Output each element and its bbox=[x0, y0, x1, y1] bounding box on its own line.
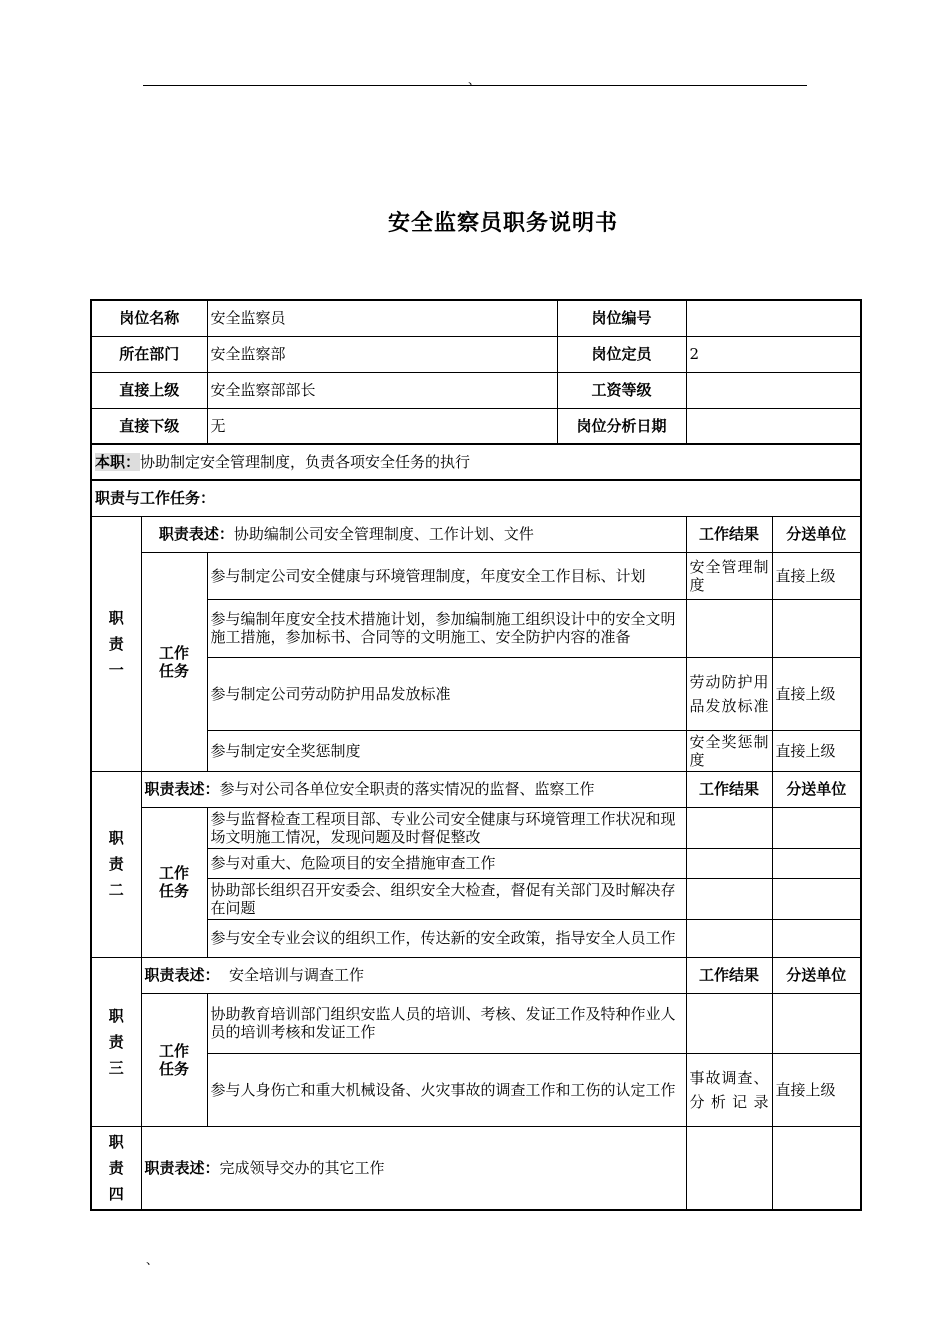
duty-3-task-2-send: 直接上级 bbox=[772, 1053, 861, 1126]
staff-value: 2 bbox=[686, 336, 861, 372]
job-description-table bbox=[90, 299, 862, 1211]
duty-2-desc-label: 职责表述： bbox=[144, 780, 220, 798]
post-name-value: 安全监察员 bbox=[207, 300, 557, 336]
duty-2-task-1-result bbox=[686, 807, 772, 848]
duty-1-task-label-text: 工作 任务 bbox=[159, 643, 190, 680]
footer-mark: 、 bbox=[146, 1253, 159, 1267]
duty-1-task-3: 参与制定公司劳动防护用品发放标准 bbox=[207, 657, 686, 730]
page-title: 安全监察员职务说明书 bbox=[387, 211, 618, 236]
duty-3-desc bbox=[141, 957, 686, 993]
duty-1-desc-label: 职责表述： bbox=[158, 525, 234, 543]
post-name-label: 岗位名称 bbox=[91, 300, 207, 336]
duty-2-task-3: 协助部长组织召开安委会、组织安全大检查，督促有关部门及时解决存在问题 bbox=[207, 878, 686, 919]
duty-1-task-4: 参与制定安全奖惩制度 bbox=[207, 730, 686, 771]
duty-3-task-1: 协助教育培训部门组织安监人员的培训、考核、发证工作及特种作业人员的培训考核和发证工作 bbox=[207, 993, 686, 1053]
duty-2-task-2-send bbox=[772, 848, 861, 878]
duty-3-name bbox=[91, 957, 141, 1126]
duty-1-task-2-send bbox=[772, 599, 861, 657]
duty-1-task-2: 参与编制年度安全技术措施计划，参加编制施工组织设计中的安全文明施工措施，参加标书、合同等的文明施工、安全防护内容的准备 bbox=[207, 599, 686, 657]
duty-2-send-header: 分送单位 bbox=[772, 771, 861, 807]
subordinate-label: 直接下级 bbox=[91, 408, 207, 444]
duty-1-send-header: 分送单位 bbox=[772, 516, 861, 552]
duty-3-result-header: 工作结果 bbox=[686, 957, 772, 993]
duty-3-task-1-send bbox=[772, 993, 861, 1053]
salary-value bbox=[686, 372, 861, 408]
duty-4-result bbox=[686, 1126, 772, 1210]
analysis-date-label: 岗位分析日期 bbox=[557, 408, 686, 444]
duty-4-desc-label: 职责表述： bbox=[144, 1158, 220, 1177]
duty-2-task-1: 参与监督检查工程项目部、专业公司安全健康与环境管理工作状况和现场文明施工情况，发现问题及时督促整改 bbox=[207, 807, 686, 848]
duty-summary-text: 协助制定安全管理制度，负责各项安全任务的执行 bbox=[140, 453, 471, 471]
superior-label: 直接上级 bbox=[91, 372, 207, 408]
duty-3-desc-label: 职责表述： bbox=[144, 966, 220, 984]
duty-summary bbox=[91, 444, 861, 480]
subordinate-value: 无 bbox=[207, 408, 557, 444]
dept-value: 安全监察部 bbox=[207, 336, 557, 372]
duty-2-task-4-result bbox=[686, 919, 772, 957]
duty-2-task-label bbox=[141, 807, 207, 957]
duty-1-desc bbox=[141, 516, 686, 552]
duty-3-task-2: 参与人身伤亡和重大机械设备、火灾事故的调查工作和工伤的认定工作 bbox=[207, 1053, 686, 1126]
duty-1-task-3-result: 劳动防护用品发放标准 bbox=[686, 657, 772, 730]
duty-1-task-1: 参与制定公司安全健康与环境管理制度，年度安全工作目标、计划 bbox=[207, 552, 686, 599]
duty-3-name-text: 职 责 三 bbox=[108, 1006, 124, 1077]
duty-2-task-2-result bbox=[686, 848, 772, 878]
analysis-date-value bbox=[686, 408, 861, 444]
post-no-label: 岗位编号 bbox=[557, 300, 686, 336]
duty-4-send bbox=[772, 1126, 861, 1210]
staff-label: 岗位定员 bbox=[557, 336, 686, 372]
duty-2-name-text: 职 责 二 bbox=[108, 829, 124, 899]
duty-2-name bbox=[91, 771, 141, 957]
duty-4-desc bbox=[141, 1126, 686, 1210]
duty-1-name bbox=[91, 516, 141, 771]
duty-3-task-label bbox=[141, 993, 207, 1126]
duty-1-task-2-result bbox=[686, 599, 772, 657]
duty-2-task-label-text: 工作 任务 bbox=[159, 864, 190, 900]
duty-3-desc-text: 安全培训与调查工作 bbox=[219, 966, 365, 984]
duty-2-task-3-result bbox=[686, 878, 772, 919]
duty-2-task-2: 参与对重大、危险项目的安全措施审查工作 bbox=[207, 848, 686, 878]
salary-label: 工资等级 bbox=[557, 372, 686, 408]
duty-2-task-4-send bbox=[772, 919, 861, 957]
duty-2-desc bbox=[141, 771, 686, 807]
duty-2-desc-text: 参与对公司各单位安全职责的落实情况的监督、监察工作 bbox=[219, 780, 595, 798]
duty-3-task-2-result: 事故调查、分析记录 bbox=[686, 1053, 772, 1126]
post-no-value bbox=[686, 300, 861, 336]
duty-4-name bbox=[91, 1126, 141, 1210]
duty-1-name-text: 职 责 一 bbox=[108, 608, 124, 679]
dept-label: 所在部门 bbox=[91, 336, 207, 372]
duty-1-task-3-send: 直接上级 bbox=[772, 657, 861, 730]
duty-3-send-header: 分送单位 bbox=[772, 957, 861, 993]
duty-2-result-header: 工作结果 bbox=[686, 771, 772, 807]
superior-value: 安全监察部部长 bbox=[207, 372, 557, 408]
duty-summary-label: 本职： bbox=[95, 453, 141, 471]
duty-1-task-label bbox=[141, 552, 207, 771]
duty-4-desc-text: 完成领导交办的其它工作 bbox=[219, 1158, 385, 1177]
duty-2-task-1-send bbox=[772, 807, 861, 848]
header-mark: 、 bbox=[468, 73, 481, 87]
duties-header: 职责与工作任务： bbox=[91, 480, 861, 516]
duty-1-task-1-result: 安全管理制度 bbox=[686, 552, 772, 599]
duty-3-task-label-text: 工作 任务 bbox=[159, 1041, 190, 1078]
duty-2-task-3-send bbox=[772, 878, 861, 919]
duty-4-name-text: 职 责 四 bbox=[108, 1132, 124, 1203]
duty-1-result-header: 工作结果 bbox=[686, 516, 772, 552]
duty-1-task-4-result: 安全奖惩制度 bbox=[686, 730, 772, 771]
duty-1-task-4-send: 直接上级 bbox=[772, 730, 861, 771]
duty-1-desc-text: 协助编制公司安全管理制度、工作计划、文件 bbox=[233, 525, 534, 543]
duty-1-task-1-send: 直接上级 bbox=[772, 552, 861, 599]
duty-3-task-1-result bbox=[686, 993, 772, 1053]
duty-2-task-4: 参与安全专业会议的组织工作，传达新的安全政策，指导安全人员工作 bbox=[207, 919, 686, 957]
